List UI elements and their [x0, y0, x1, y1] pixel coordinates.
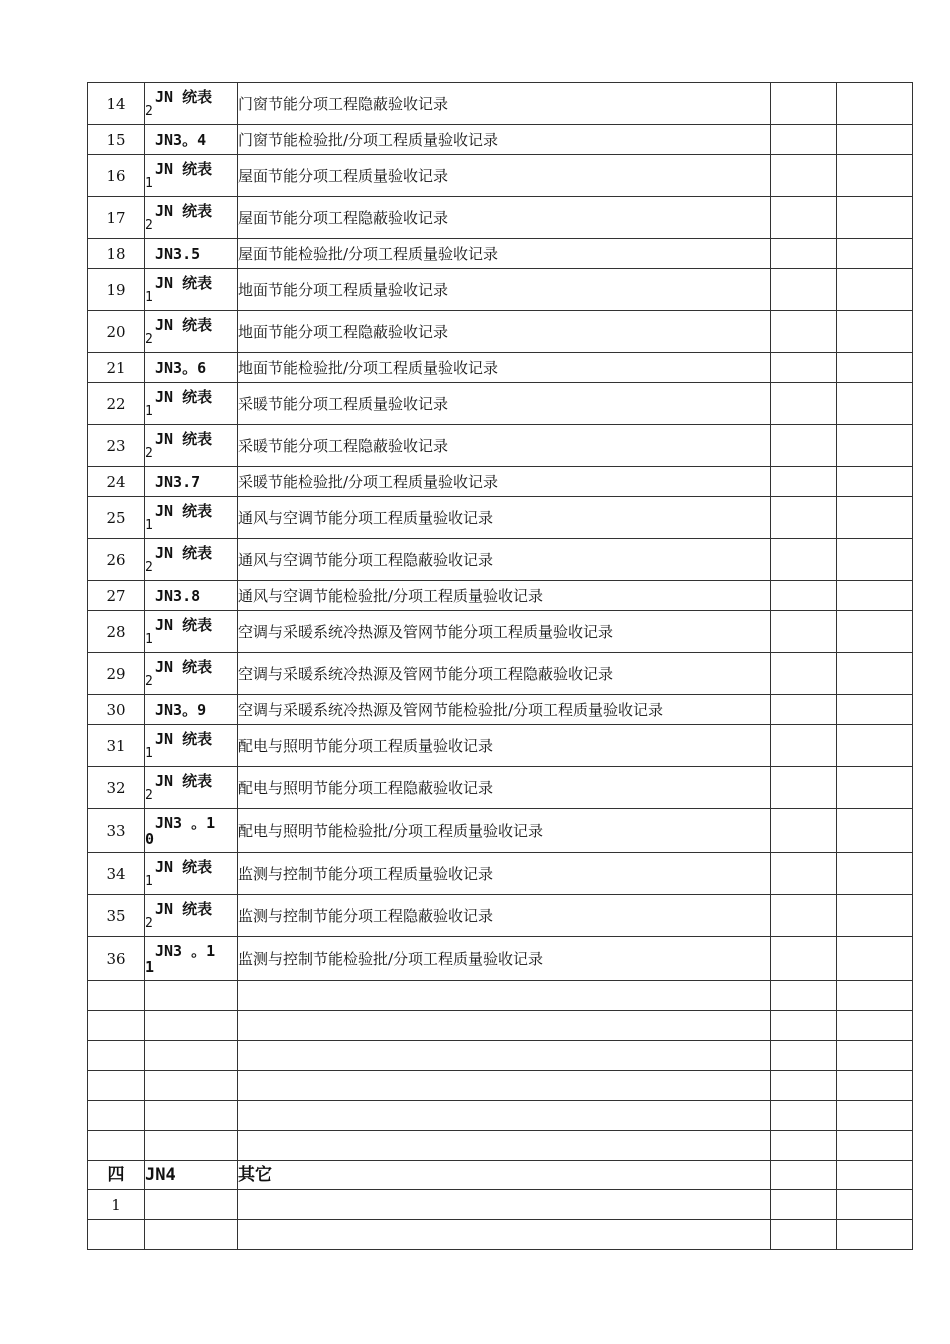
form-code: JN3。4 [155, 130, 207, 149]
form-code: JN3。9 [155, 700, 207, 719]
blank-cell [837, 239, 913, 269]
form-code-cell [145, 981, 238, 1011]
form-code-suffix: 1 [145, 175, 153, 191]
form-code-cell [145, 809, 238, 853]
form-code-cell [145, 1011, 238, 1041]
form-code-cell [145, 611, 238, 653]
form-code-suffix: 2 [145, 103, 153, 119]
table-row [88, 853, 913, 895]
form-code: JN3.7 [155, 472, 201, 491]
form-code: JN 统表 [155, 387, 213, 406]
table-row [88, 425, 913, 467]
blank-cell [771, 895, 837, 937]
form-code: JN 统表 [155, 201, 213, 220]
section-number: 四 [88, 1161, 145, 1190]
form-code-suffix: 2 [145, 915, 153, 931]
record-title: 通风与空调节能分项工程隐蔽验收记录 [238, 539, 771, 581]
form-code-cell [145, 1190, 238, 1220]
form-code: JN3.5 [155, 244, 201, 263]
form-code: JN 统表 [155, 501, 213, 520]
row-number: 22 [88, 383, 145, 425]
blank-cell [837, 581, 913, 611]
blank-cell [837, 1190, 913, 1220]
form-code: JN 统表 [155, 857, 213, 876]
form-code: JN 统表 [155, 273, 213, 292]
blank-cell [771, 981, 837, 1011]
blank-cell [771, 155, 837, 197]
record-title [238, 1011, 771, 1041]
record-title: 监测与控制节能分项工程隐蔽验收记录 [238, 895, 771, 937]
row-number: 31 [88, 725, 145, 767]
form-code-cell [145, 353, 238, 383]
row-number: 29 [88, 653, 145, 695]
blank-cell [837, 895, 913, 937]
blank-cell [837, 83, 913, 125]
blank-cell [837, 1071, 913, 1101]
table-row [88, 1190, 913, 1220]
blank-cell [771, 809, 837, 853]
section-row [88, 1161, 913, 1190]
blank-cell [771, 539, 837, 581]
blank-cell [837, 467, 913, 497]
form-code-cell [145, 695, 238, 725]
blank-cell [837, 197, 913, 239]
form-code-suffix: 1 [145, 745, 153, 761]
form-code-suffix: 2 [145, 331, 153, 347]
record-title [238, 1220, 771, 1250]
record-title: 门窗节能检验批/分项工程质量验收记录 [238, 125, 771, 155]
table-row [88, 353, 913, 383]
row-number [88, 1071, 145, 1101]
record-title: 通风与空调节能检验批/分项工程质量验收记录 [238, 581, 771, 611]
record-title: 采暖节能检验批/分项工程质量验收记录 [238, 467, 771, 497]
form-code-cell [145, 895, 238, 937]
form-code-suffix: 1 [145, 957, 155, 976]
form-code: JN 统表 [155, 615, 213, 634]
form-code-cell [145, 1041, 238, 1071]
row-number: 14 [88, 83, 145, 125]
blank-cell [771, 239, 837, 269]
document-table [87, 82, 913, 1250]
blank-cell [837, 1161, 913, 1190]
form-code: JN 统表 [155, 315, 213, 334]
blank-cell [771, 695, 837, 725]
table-row [88, 467, 913, 497]
row-number: 32 [88, 767, 145, 809]
record-title: 配电与照明节能分项工程隐蔽验收记录 [238, 767, 771, 809]
form-code-suffix: 2 [145, 787, 153, 803]
row-number: 23 [88, 425, 145, 467]
form-code-suffix: 2 [145, 673, 153, 689]
form-code-cell [145, 539, 238, 581]
table-row [88, 125, 913, 155]
blank-cell [837, 853, 913, 895]
table-row [88, 1011, 913, 1041]
form-code-cell [145, 937, 238, 981]
table-row [88, 1071, 913, 1101]
record-title: 屋面节能分项工程隐蔽验收记录 [238, 197, 771, 239]
row-number [88, 1011, 145, 1041]
blank-cell [837, 155, 913, 197]
row-number: 33 [88, 809, 145, 853]
blank-cell [771, 125, 837, 155]
row-number: 25 [88, 497, 145, 539]
form-code-cell [145, 1220, 238, 1250]
record-title: 地面节能分项工程隐蔽验收记录 [238, 311, 771, 353]
form-code-cell [145, 581, 238, 611]
form-code-cell [145, 653, 238, 695]
blank-cell [837, 809, 913, 853]
row-number: 18 [88, 239, 145, 269]
record-title: 监测与控制节能分项工程质量验收记录 [238, 853, 771, 895]
record-title: 地面节能检验批/分项工程质量验收记录 [238, 353, 771, 383]
table-row [88, 653, 913, 695]
record-title: 配电与照明节能检验批/分项工程质量验收记录 [238, 809, 771, 853]
blank-cell [837, 653, 913, 695]
form-code: JN3.8 [155, 586, 201, 605]
blank-cell [837, 311, 913, 353]
blank-cell [837, 353, 913, 383]
record-title: 采暖节能分项工程质量验收记录 [238, 383, 771, 425]
row-number: 19 [88, 269, 145, 311]
form-code-suffix: 0 [145, 829, 155, 848]
form-code-suffix: 2 [145, 559, 153, 575]
blank-cell [771, 269, 837, 311]
table-row [88, 1131, 913, 1161]
blank-cell [771, 725, 837, 767]
blank-cell [771, 581, 837, 611]
record-title: 监测与控制节能检验批/分项工程质量验收记录 [238, 937, 771, 981]
form-code-cell [145, 239, 238, 269]
blank-cell [771, 611, 837, 653]
row-number: 34 [88, 853, 145, 895]
blank-cell [771, 1041, 837, 1071]
record-title: 地面节能分项工程质量验收记录 [238, 269, 771, 311]
row-number: 36 [88, 937, 145, 981]
form-code-cell [145, 767, 238, 809]
record-title: 门窗节能分项工程隐蔽验收记录 [238, 83, 771, 125]
row-number [88, 1041, 145, 1071]
blank-cell [771, 311, 837, 353]
record-title [238, 1131, 771, 1161]
table-row [88, 611, 913, 653]
table-row [88, 269, 913, 311]
table-row [88, 311, 913, 353]
blank-cell [837, 611, 913, 653]
blank-cell [837, 383, 913, 425]
row-number [88, 981, 145, 1011]
blank-cell [771, 425, 837, 467]
form-code: JN 统表 [155, 771, 213, 790]
blank-cell [837, 1101, 913, 1131]
blank-cell [837, 1011, 913, 1041]
blank-cell [837, 1041, 913, 1071]
row-number: 27 [88, 581, 145, 611]
row-number: 15 [88, 125, 145, 155]
blank-cell [837, 425, 913, 467]
blank-cell [771, 383, 837, 425]
blank-cell [837, 539, 913, 581]
blank-cell [837, 767, 913, 809]
section-code: JN4 [145, 1161, 238, 1190]
form-code-cell [145, 83, 238, 125]
section-title: 其它 [238, 1161, 771, 1190]
blank-cell [837, 981, 913, 1011]
table-row [88, 895, 913, 937]
record-title [238, 1071, 771, 1101]
form-code-suffix: 1 [145, 517, 153, 533]
table-row [88, 83, 913, 125]
form-code-cell [145, 1131, 238, 1161]
table-row [88, 239, 913, 269]
form-code-cell [145, 425, 238, 467]
form-code: JN 统表 [155, 429, 213, 448]
table-row [88, 581, 913, 611]
blank-cell [771, 467, 837, 497]
form-code: JN3 。1 [155, 813, 216, 832]
blank-cell [771, 1131, 837, 1161]
form-code: JN 统表 [155, 159, 213, 178]
form-code-cell [145, 853, 238, 895]
form-code-cell [145, 383, 238, 425]
record-title: 屋面节能分项工程质量验收记录 [238, 155, 771, 197]
blank-cell [771, 1220, 837, 1250]
record-title [238, 1101, 771, 1131]
blank-cell [771, 1071, 837, 1101]
form-code: JN 统表 [155, 899, 213, 918]
form-code-cell [145, 467, 238, 497]
blank-cell [837, 1131, 913, 1161]
record-title: 空调与采暖系统冷热源及管网节能分项工程隐蔽验收记录 [238, 653, 771, 695]
table-row [88, 1041, 913, 1071]
record-title: 配电与照明节能分项工程质量验收记录 [238, 725, 771, 767]
blank-cell [771, 1011, 837, 1041]
row-number [88, 1131, 145, 1161]
record-title: 空调与采暖系统冷热源及管网节能检验批/分项工程质量验收记录 [238, 695, 771, 725]
record-title: 屋面节能检验批/分项工程质量验收记录 [238, 239, 771, 269]
table-row [88, 197, 913, 239]
form-code-cell [145, 125, 238, 155]
blank-cell [771, 1101, 837, 1131]
form-code-cell [145, 1101, 238, 1131]
blank-cell [771, 1161, 837, 1190]
blank-cell [771, 83, 837, 125]
table-row [88, 695, 913, 725]
table-row [88, 809, 913, 853]
form-code-suffix: 1 [145, 631, 153, 647]
form-code: JN 统表 [155, 543, 213, 562]
row-number: 30 [88, 695, 145, 725]
row-number: 21 [88, 353, 145, 383]
blank-cell [837, 1220, 913, 1250]
form-code-cell [145, 197, 238, 239]
row-number: 17 [88, 197, 145, 239]
form-code: JN 统表 [155, 657, 213, 676]
record-title [238, 981, 771, 1011]
blank-cell [837, 125, 913, 155]
form-code-cell [145, 497, 238, 539]
row-number: 20 [88, 311, 145, 353]
table-row [88, 725, 913, 767]
form-code-suffix: 1 [145, 403, 153, 419]
table-row [88, 981, 913, 1011]
form-code: JN3 。1 [155, 941, 216, 960]
row-number [88, 1220, 145, 1250]
blank-cell [837, 937, 913, 981]
form-code-suffix: 1 [145, 289, 153, 305]
blank-cell [837, 269, 913, 311]
blank-cell [771, 197, 837, 239]
row-number: 24 [88, 467, 145, 497]
form-code-suffix: 1 [145, 873, 153, 889]
table-body [88, 83, 913, 1250]
form-code-cell [145, 311, 238, 353]
form-code-cell [145, 155, 238, 197]
blank-cell [771, 853, 837, 895]
table-row [88, 383, 913, 425]
form-code-cell [145, 269, 238, 311]
table-row [88, 1101, 913, 1131]
row-number: 16 [88, 155, 145, 197]
row-number: 26 [88, 539, 145, 581]
blank-cell [771, 653, 837, 695]
table-row [88, 937, 913, 981]
blank-cell [837, 695, 913, 725]
form-code: JN 统表 [155, 87, 213, 106]
record-title: 采暖节能分项工程隐蔽验收记录 [238, 425, 771, 467]
blank-cell [837, 497, 913, 539]
form-code: JN3。6 [155, 358, 207, 377]
blank-cell [771, 1190, 837, 1220]
record-title [238, 1041, 771, 1071]
table-row [88, 1220, 913, 1250]
row-number: 1 [88, 1190, 145, 1220]
record-title [238, 1190, 771, 1220]
form-code-suffix: 2 [145, 445, 153, 461]
row-number: 28 [88, 611, 145, 653]
row-number: 35 [88, 895, 145, 937]
blank-cell [837, 725, 913, 767]
blank-cell [771, 937, 837, 981]
table-row [88, 155, 913, 197]
form-code-cell [145, 725, 238, 767]
blank-cell [771, 497, 837, 539]
table-row [88, 767, 913, 809]
form-code-cell [145, 1071, 238, 1101]
record-title: 通风与空调节能分项工程质量验收记录 [238, 497, 771, 539]
form-code-suffix: 2 [145, 217, 153, 233]
blank-cell [771, 767, 837, 809]
form-code: JN 统表 [155, 729, 213, 748]
table-row [88, 539, 913, 581]
row-number [88, 1101, 145, 1131]
blank-cell [771, 353, 837, 383]
record-title: 空调与采暖系统冷热源及管网节能分项工程质量验收记录 [238, 611, 771, 653]
table-row [88, 497, 913, 539]
